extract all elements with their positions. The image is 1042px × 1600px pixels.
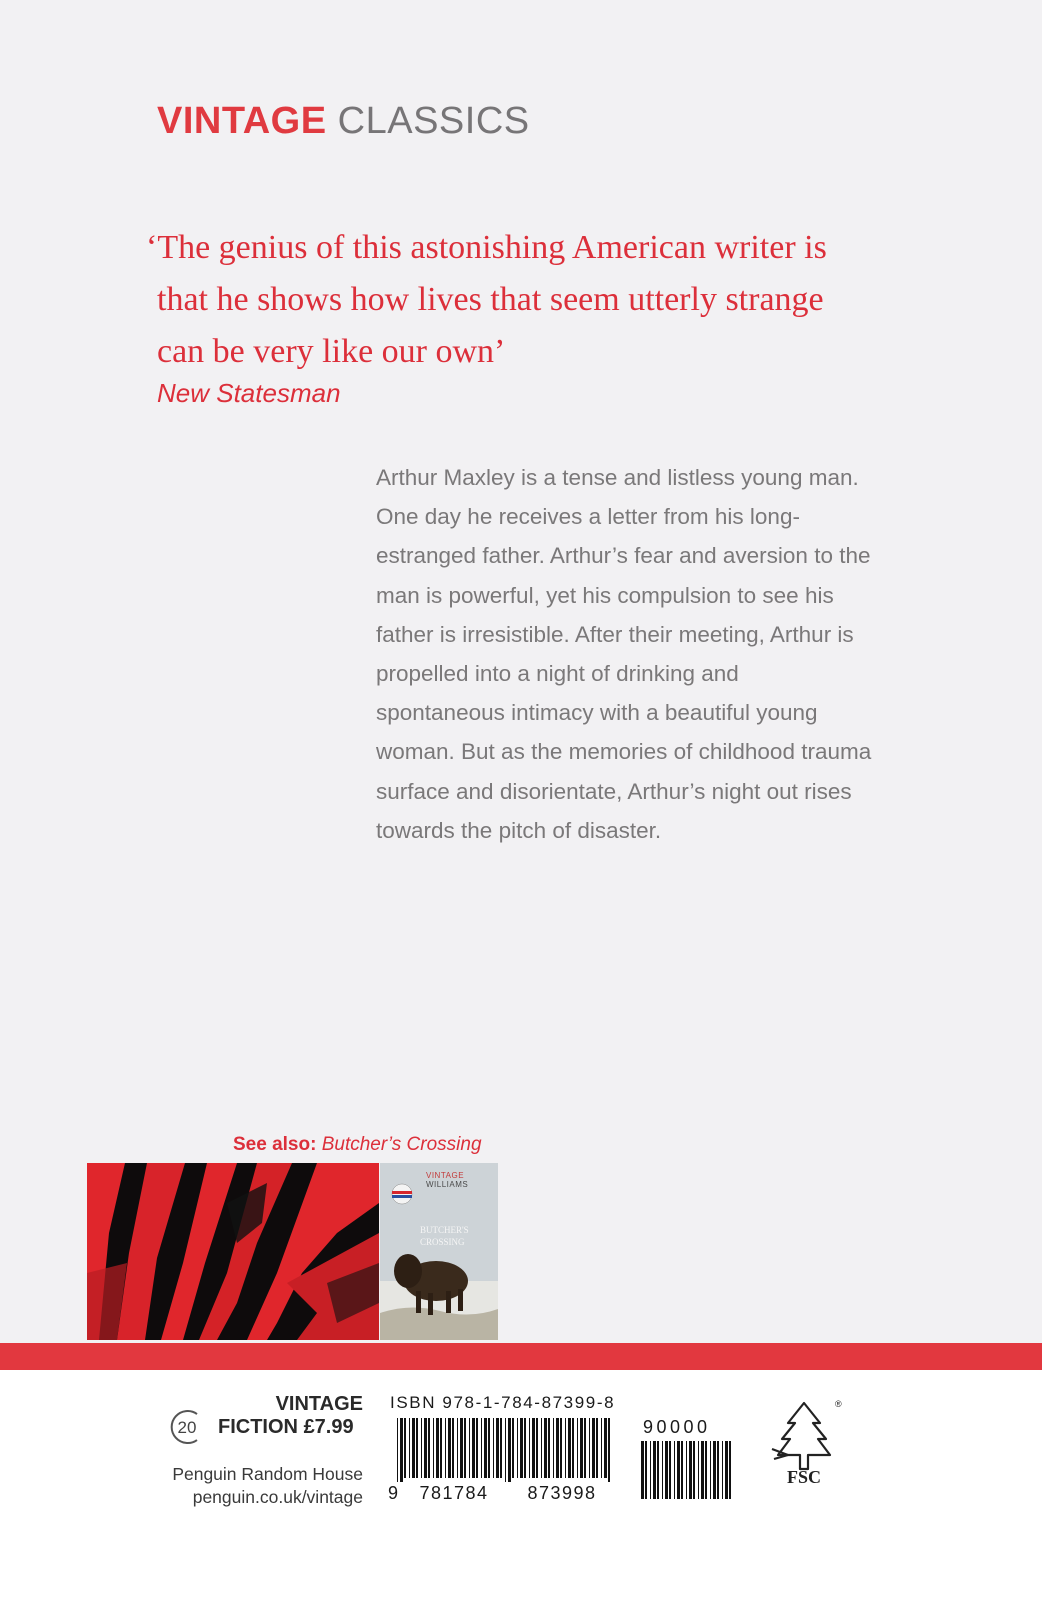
blurb-line: father is irresistible. After their meeting, Arthur is bbox=[376, 621, 854, 647]
price-label: £7.99 bbox=[303, 1416, 354, 1438]
badge-number: 20 bbox=[177, 1418, 197, 1437]
publisher-website: penguin.co.uk/vintage bbox=[192, 1487, 363, 1507]
barcode-bar bbox=[641, 1441, 644, 1499]
barcode-bar bbox=[508, 1418, 511, 1482]
barcode-bar bbox=[577, 1418, 578, 1478]
barcode-bar bbox=[397, 1418, 398, 1482]
blurb-line: One day he receives a letter from his long- bbox=[376, 504, 800, 530]
price-code: 90000 bbox=[643, 1417, 711, 1437]
barcode-bar bbox=[705, 1441, 707, 1499]
barcode-bar bbox=[681, 1441, 683, 1499]
barcode-bar bbox=[469, 1418, 470, 1478]
barcode-bar bbox=[457, 1418, 458, 1478]
barcode-bar bbox=[677, 1441, 680, 1499]
barcode-bar bbox=[472, 1418, 475, 1478]
svg-text:BUTCHER'S: BUTCHER'S bbox=[420, 1225, 469, 1235]
barcode-bar bbox=[650, 1441, 651, 1499]
series-line: CLASSICS bbox=[337, 100, 530, 142]
fsc-tree-icon bbox=[778, 1403, 830, 1469]
barcode-bar bbox=[710, 1441, 711, 1499]
blurb-line: estranged father. Arthur’s fear and aversion to the bbox=[376, 543, 871, 569]
price-row bbox=[218, 1416, 354, 1439]
mini-cover-author-name: WILLIAMS bbox=[426, 1180, 469, 1189]
imprint-label: VINTAGE bbox=[275, 1393, 363, 1415]
series-logo bbox=[157, 100, 530, 143]
barcode-bar bbox=[433, 1418, 434, 1478]
barcode-bar bbox=[657, 1441, 659, 1499]
barcode-bar bbox=[589, 1418, 590, 1478]
barcode-bar bbox=[725, 1441, 728, 1499]
red-stairs-graphic bbox=[87, 1163, 379, 1340]
barcode-bar bbox=[674, 1441, 675, 1499]
blurb-line: surface and disorientate, Arthur’s night out rises bbox=[376, 778, 852, 804]
accent-band bbox=[0, 1343, 1042, 1370]
publisher-name: Penguin Random House bbox=[172, 1464, 363, 1484]
barcode-bar bbox=[488, 1418, 490, 1478]
barcode-bar bbox=[722, 1441, 723, 1499]
blurb-line: Arthur Maxley is a tense and listless young man. bbox=[376, 465, 859, 490]
barcode-bar bbox=[669, 1441, 671, 1499]
barcode-bar bbox=[448, 1418, 451, 1478]
barcode-bar bbox=[400, 1418, 403, 1482]
barcode-bar bbox=[520, 1418, 523, 1478]
bison-image bbox=[380, 1163, 498, 1340]
barcode-bar bbox=[416, 1418, 418, 1478]
barcode-bar bbox=[484, 1418, 487, 1478]
isbn-barcode bbox=[397, 1418, 615, 1482]
barcode-bar bbox=[424, 1418, 427, 1478]
barcode-bar bbox=[729, 1441, 731, 1499]
fsc-registered: ® bbox=[835, 1399, 842, 1409]
barcode-bar bbox=[698, 1441, 699, 1499]
ean-digit-group-left: 781784 bbox=[419, 1483, 489, 1503]
barcode-bar bbox=[662, 1441, 663, 1499]
review-quote bbox=[146, 222, 926, 378]
barcode-bar bbox=[529, 1418, 530, 1478]
barcode-bar bbox=[404, 1418, 406, 1478]
barcode-bar bbox=[553, 1418, 554, 1478]
barcode-bar bbox=[476, 1418, 478, 1478]
barcode-bar bbox=[556, 1418, 559, 1478]
cover-artwork bbox=[87, 1163, 379, 1340]
barcode-bar bbox=[440, 1418, 442, 1478]
fsc-logo bbox=[768, 1397, 840, 1487]
barcode-bar bbox=[541, 1418, 542, 1478]
mini-cover-author bbox=[426, 1171, 498, 1189]
category-label: FICTION bbox=[218, 1416, 298, 1438]
barcode-bar bbox=[693, 1441, 695, 1499]
barcode-bar bbox=[565, 1418, 566, 1478]
barcode-bar bbox=[701, 1441, 704, 1499]
quote-line: that he shows how lives that seem utterly strange bbox=[157, 281, 824, 318]
blurb-line: spontaneous intimacy with a beautiful young bbox=[376, 700, 818, 726]
barcode-bar bbox=[686, 1441, 687, 1499]
barcode-bar bbox=[452, 1418, 454, 1478]
barcode-bar bbox=[409, 1418, 410, 1478]
barcode-bar bbox=[596, 1418, 598, 1478]
barcode-bar bbox=[445, 1418, 446, 1478]
barcode-bar bbox=[592, 1418, 595, 1478]
butchers-crossing-cover[interactable] bbox=[380, 1163, 498, 1340]
barcode-bar bbox=[645, 1441, 647, 1499]
blurb-line: propelled into a night of drinking and bbox=[376, 661, 739, 687]
ean-digits bbox=[384, 1480, 616, 1504]
barcode-bar bbox=[713, 1441, 716, 1499]
series-brand: VINTAGE bbox=[157, 100, 327, 142]
barcode-bar bbox=[505, 1418, 506, 1482]
barcode-bar bbox=[584, 1418, 586, 1478]
ean-digit-group-right: 873998 bbox=[527, 1483, 597, 1503]
barcode-bar bbox=[421, 1418, 422, 1478]
barcode-bar bbox=[572, 1418, 574, 1478]
barcode-bar bbox=[717, 1441, 719, 1499]
quote-line: ‘The genius of this astonishing American writer is bbox=[146, 229, 827, 266]
barcode-bar bbox=[481, 1418, 482, 1478]
see-also-prefix: See also: bbox=[233, 1134, 317, 1155]
isbn-label: ISBN 978-1-784-87399-8 bbox=[390, 1393, 616, 1412]
see-also bbox=[233, 1134, 482, 1156]
barcode-bar bbox=[548, 1418, 550, 1478]
barcode-bar bbox=[536, 1418, 538, 1478]
barcode-bar bbox=[517, 1418, 518, 1478]
barcode-bar bbox=[580, 1418, 583, 1478]
barcode-bar bbox=[544, 1418, 547, 1478]
blurb-line: woman. But as the memories of childhood trauma bbox=[376, 739, 872, 765]
publisher-info bbox=[172, 1463, 363, 1509]
barcode-bar bbox=[428, 1418, 430, 1478]
svg-text:CROSSING: CROSSING bbox=[420, 1237, 465, 1247]
barcode-bar bbox=[460, 1418, 463, 1478]
blurb-line: towards the pitch of disaster. bbox=[376, 817, 662, 843]
barcode-bar bbox=[601, 1418, 602, 1478]
barcode-bar bbox=[500, 1418, 502, 1478]
barcode-bar bbox=[496, 1418, 499, 1478]
anniversary-20-icon bbox=[169, 1409, 205, 1445]
barcode-bar bbox=[436, 1418, 439, 1478]
review-source: New Statesman bbox=[157, 378, 341, 408]
quote-line: can be very like our own’ bbox=[157, 333, 506, 370]
barcode-bar bbox=[532, 1418, 535, 1478]
barcode-bar bbox=[512, 1418, 514, 1478]
book-blurb bbox=[376, 458, 976, 850]
barcode-bar bbox=[568, 1418, 571, 1478]
addon-barcode bbox=[641, 1441, 733, 1503]
barcode-bar bbox=[653, 1441, 656, 1499]
barcode-bar bbox=[560, 1418, 562, 1478]
fsc-label: FSC bbox=[786, 1467, 822, 1487]
barcode-bar bbox=[412, 1418, 415, 1478]
see-also-title: Butcher’s Crossing bbox=[321, 1134, 482, 1155]
mini-cover-series: VINTAGE bbox=[426, 1171, 465, 1180]
barcode-bar bbox=[689, 1441, 692, 1499]
barcode-bar bbox=[604, 1418, 607, 1478]
blurb-line: man is powerful, yet his compulsion to see his bbox=[376, 582, 834, 608]
barcode-bar bbox=[524, 1418, 526, 1478]
barcode-bar bbox=[464, 1418, 466, 1478]
barcode-bar bbox=[665, 1441, 668, 1499]
ean-digit-lead: 9 bbox=[388, 1483, 399, 1503]
barcode-bar bbox=[493, 1418, 494, 1478]
barcode-bar bbox=[608, 1418, 610, 1482]
